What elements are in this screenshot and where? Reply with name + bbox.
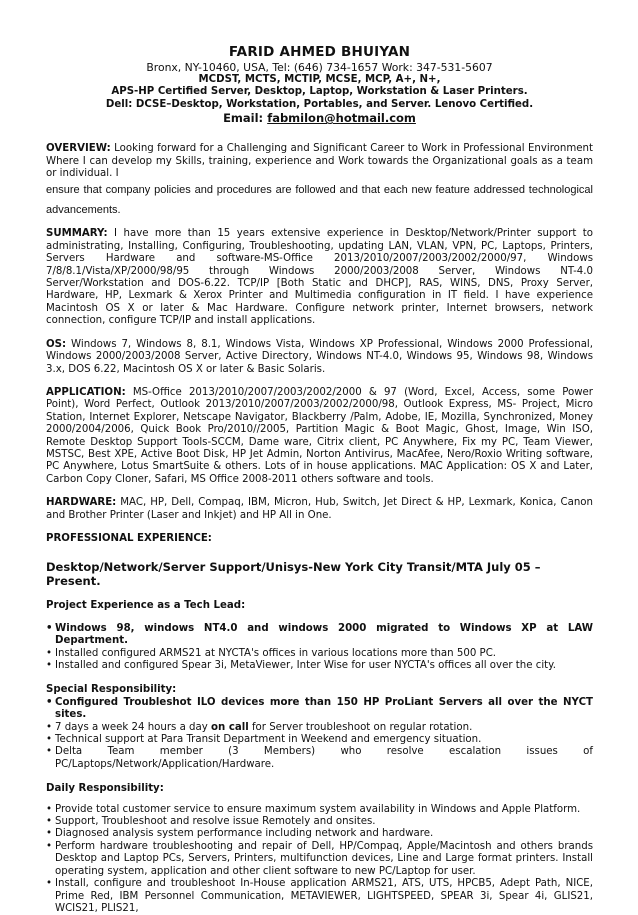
list-item-text: 7 days a week 24 hours a day <box>55 721 212 733</box>
daily-responsibility-list <box>46 804 593 915</box>
list-item: • Delta Team member (3 Members) who resolve escalation issues of PC/Laptops/Network/Application/Hardware. <box>46 746 593 771</box>
certifications-line: MCDST, MCTS, MCTIP, MCSE, MCP, A+, N+, <box>198 74 441 85</box>
application-label: APPLICATION: <box>46 386 126 398</box>
list-item: • Windows 98, windows NT4.0 and windows 2000 migrated to Windows XP at LAW Department. <box>46 623 593 648</box>
list-item: • Install, configure and troubleshoot In-House application ARMS21, ATS, UTS, HPCB5, Adept Path, NICE, Prime Red, IBM Personnel Communication, METAVIEWER, LIGHTSPEED, SPEAR 3i, Spear 4i, GLIS21, WCIS21, PLIS21, <box>46 878 593 915</box>
project-experience-list <box>46 623 593 673</box>
resume-page <box>46 44 593 915</box>
os-label: OS: <box>46 338 67 350</box>
overview-label: OVERVIEW: <box>46 143 111 155</box>
overview-paragraph <box>46 143 593 180</box>
list-item: • Diagnosed analysis system performance including network and hardware. <box>46 828 593 840</box>
list-item: • Perform hardware troubleshooting and repair of Dell, HP/Compaq, Apple/Macintosh and others brands Desktop and Laptop PCs, Servers, Printers, multifunction devices, Line and Large format printers. Install operating system, application and other client software to new PC/Laptop for user. <box>46 841 593 878</box>
hardware-text: MAC, HP, Dell, Compaq, IBM, Micron, Hub, Switch, Jet Direct & HP, Lexmark, Konica, Canon and Brother Printer (Laser and Inkjet) and HP All in One. <box>46 497 593 521</box>
overview-paragraph-continued: ensure that company policies and procedures are followed and that each new feature addressed technological advancements. <box>46 184 593 217</box>
contact-address: Bronx, NY-10460, USA, Tel: (646) 734-1657 Work: 347-531-5607 <box>146 61 493 74</box>
overview-text: Looking forward for a Challenging and Significant Career to Work in Professional Environment Where I can develop my Skills, training, experience and Work towards the Organizational goals as a team or individual. I <box>46 143 593 180</box>
on-call-emphasis: on call <box>211 721 249 733</box>
list-item: • Installed and configured Spear 3i, MetaViewer, Inter Wise for user NYCTA's offices all over the city. <box>46 660 593 672</box>
list-item: • Installed configured ARMS21 at NYCTA's offices in various locations more than 500 PC. <box>46 648 593 660</box>
summary-text: I have more than 15 years extensive experience in Desktop/Network/Printer support to administrating, Installing, Configuring, Troubleshooting, updating LAN, VLAN, VPN, PC, Laptops, Printers, Servers Hardware and software-MS-Office 2013/2010/2007/2003/2002/2000/97, Windows 7/8/8.1/Vista/XP/2000/98/95 through Windows 2000/2003/2008 Server, Windows NT-4.0 Server/Workstation and DOS-6.22. TCP/IP [Both Static and DHCP], RAS, WINS, DNS, Proxy Server, Hardware, HP, Lexmark & Xerox Printer and Multimedia configuration in IT field. I have experience Macintosh OS X or later & Mac Hardware. Configure network printer, Internet browsers, network connection, configure TCP/IP and install applications. <box>46 228 593 327</box>
email-label: Email: <box>223 111 264 126</box>
list-item: • Technical support at Para Transit Department in Weekend and emergency situation. <box>46 734 593 746</box>
list-item: • Configured Troubleshot ILO devices more than 150 HP ProLiant Servers all over the NYCT sites. <box>46 697 593 722</box>
special-responsibility-heading: Special Responsibility: <box>46 684 177 696</box>
email-line <box>46 111 593 125</box>
job-title: Desktop/Network/Server Support/Unisys-New York City Transit/MTA July 05 – Present. <box>46 560 541 589</box>
special-responsibility-list <box>46 697 593 771</box>
summary-paragraph <box>46 228 593 327</box>
list-item <box>46 722 593 734</box>
overview-section <box>46 143 593 220</box>
professional-experience-heading: PROFESSIONAL EXPERIENCE: <box>46 532 212 544</box>
candidate-name: FARID AHMED BHUIYAN <box>228 44 411 60</box>
hardware-label: HARDWARE: <box>46 497 117 509</box>
list-item-text: for Server troubleshoot on regular rotation. <box>248 721 473 733</box>
os-paragraph <box>46 339 593 376</box>
list-item: • Provide total customer service to ensure maximum system availability in Windows and Apple Platform. <box>46 804 593 816</box>
daily-responsibility-heading: Daily Responsibility: <box>46 783 164 795</box>
os-text: Windows 7, Windows 8, 8.1, Windows Vista, Windows XP Professional, Windows 2000 Professional, Windows 2000/2003/2008 Server, Active Directory, Windows NT-4.0, Windows 95, Windows 98, Windows 3.x, DOS 6.22, Macintosh OS X or later & Basic Solaris. <box>46 338 593 375</box>
email-link[interactable]: fabmilon@hotmail.com <box>267 111 416 126</box>
resume-header <box>46 44 593 125</box>
hardware-paragraph <box>46 497 593 522</box>
project-experience-heading: Project Experience as a Tech Lead: <box>46 600 246 612</box>
dell-certification-line: Dell: DCSE–Desktop, Workstation, Portables, and Server. Lenovo Certified. <box>105 98 534 110</box>
list-item: • Support, Troubleshoot and resolve issue Remotely and onsites. <box>46 816 593 828</box>
summary-label: SUMMARY: <box>46 228 108 240</box>
application-paragraph <box>46 387 593 486</box>
application-text: MS-Office 2013/2010/2007/2003/2002/2000 & 97 (Word, Excel, Access, some Power Point), Word Perfect, Outlook 2013/2010/2007/2003/2002/2000/98, Outlook Express, MS- Project, Micro Station, Internet Explorer, Netscape Navigator, Blackberry /Palm, Adobe, IE, Mozilla, Synchronized, Money 2000/2004/2006, Quick Book Pro/2010//2005, Partition Magic & Boot Magic, Ghost, Image, Win ISO, Remote Desktop Support Tools-SCCM, Dame ware, Citrix client, PC Anywhere, Fix my PC, Team Viewer, MSTSC, Best XPE, Active Boot Disk, HP Jet Admin, Norton Antivirus, MacAfee, Nero/Roxio Writing software, PC Anywhere, Lotus SmartSuite & others. Lots of in house applications. MAC Application: OS X and Later, Carbon Copy Cloner, Safari, MS Office 2008-2011 others software and tools. <box>46 386 593 485</box>
aps-certification-line: APS-HP Certified Server, Desktop, Laptop, Workstation & Laser Printers. <box>111 86 528 98</box>
